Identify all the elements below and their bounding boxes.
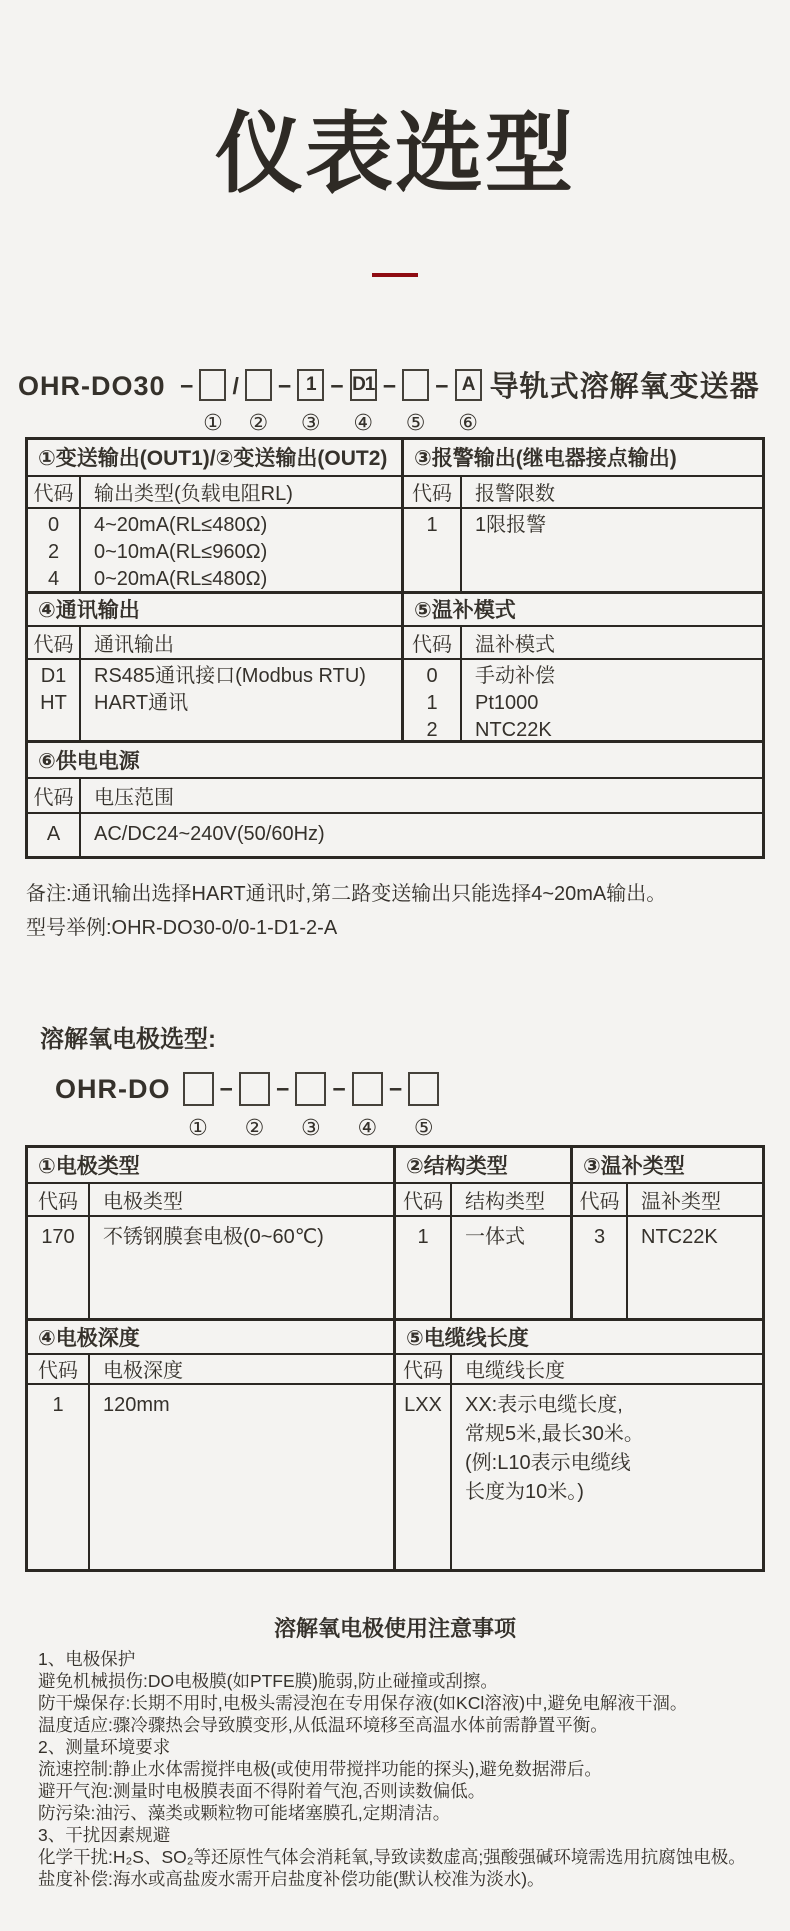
table-row (28, 1318, 762, 1353)
code-cell: A (28, 814, 81, 856)
model-example-text: 型号举例:OHR-DO30-0/0-1-D1-2-A (26, 916, 338, 939)
code-value: 0 (47, 513, 60, 536)
model-segment (239, 1072, 270, 1141)
code-cell (404, 660, 462, 740)
precaution-line: 盐度补偿:海水或高盐废水需开启盐度补偿功能(默认校准为淡水)。 (38, 1868, 545, 1889)
model-segment (408, 1072, 439, 1141)
value-line: 常规5米,最长30米。 (465, 1422, 644, 1445)
code-header-cell: 代码 (28, 1355, 90, 1383)
code-cell (28, 1385, 90, 1569)
model-code-box (199, 369, 226, 401)
precaution-line: 1、电极保护 (38, 1648, 136, 1669)
column-header-cell: 电压范围 (94, 786, 174, 809)
model-code-box (408, 1072, 439, 1106)
section-title-power: ⑥供电电源 (38, 749, 140, 773)
table-row (28, 740, 762, 777)
model-segment (402, 369, 429, 436)
code-value: 2 (47, 540, 60, 563)
value-cell: AC/DC24~240V(50/60Hz) (94, 823, 325, 846)
remark-block (26, 877, 790, 945)
transmitter-selection-table (25, 437, 765, 859)
code-header-cell: 代码 (396, 1355, 452, 1383)
section-title-alarm: ③报警输出(继电器接点输出) (414, 447, 677, 471)
column-header-cell: 结构类型 (465, 1190, 545, 1213)
model-code-box (295, 1072, 326, 1106)
section-title-comm: ④通讯输出 (38, 599, 140, 623)
table-row (28, 591, 762, 625)
model-index-label: ⑤ (413, 1114, 434, 1140)
transmitter-model-line (18, 369, 790, 436)
model-segment (245, 369, 272, 436)
code-cell (573, 1217, 628, 1318)
column-header-cell: 报警限数 (475, 483, 555, 506)
model-code-box (402, 369, 429, 401)
code-value: D1 (40, 664, 67, 687)
model-code-box (245, 369, 272, 401)
column-header-cell: 通讯输出 (94, 633, 174, 656)
model-segment (297, 369, 324, 436)
model-segment (199, 369, 226, 436)
code-header-cell: 代码 (28, 627, 81, 658)
value-line: XX:表示电缆长度, (465, 1393, 623, 1416)
precaution-line: 化学干扰:H₂S、SO₂等还原性气体会消耗氧,导致读数虚高;强酸强碱环境需选用抗腐蚀电极。 (38, 1846, 746, 1867)
code-value: 2 (426, 718, 438, 741)
section-title-depth: ④电极深度 (38, 1326, 140, 1350)
value-line: 长度为10米。) (465, 1480, 584, 1503)
column-header-cell: 输出类型(负载电阻RL) (94, 483, 293, 506)
precaution-line: 防干燥保存:长期不用时,电极头需浸泡在专用保存液(如KCl溶液)中,避免电解液干涸。 (38, 1692, 688, 1713)
model-segment (352, 1072, 383, 1141)
model-index-label: ① (203, 409, 223, 435)
section-title-tempcomp-type: ③温补类型 (583, 1154, 685, 1178)
code-value: LXX (404, 1393, 442, 1416)
code-cell (396, 1385, 452, 1569)
model-index-label: ③ (300, 409, 321, 435)
table-row (28, 1353, 762, 1383)
table-row (28, 507, 762, 591)
model-separator: − (435, 372, 449, 399)
precaution-line: 温度适应:骤冷骤热会导致膜变形,从低温环境移至高温水体前需静置平衡。 (38, 1714, 608, 1735)
value-line: 1限报警 (475, 513, 547, 536)
column-header-cell: 电极类型 (103, 1190, 183, 1213)
model-separator: − (332, 1075, 346, 1102)
electrode-selection-heading: 溶解氧电极选型: (40, 1025, 216, 1053)
column-header-cell: 温补类型 (641, 1190, 721, 1213)
value-line: RS485通讯接口(Modbus RTU) (94, 664, 366, 687)
table-row (28, 777, 762, 812)
table-row (28, 1148, 762, 1182)
value-line: 120mm (103, 1393, 170, 1416)
table-row (28, 812, 762, 856)
value-line: NTC22K (475, 718, 552, 741)
code-value: 3 (593, 1225, 606, 1248)
section-title-electrode-type: ①电极类型 (38, 1154, 140, 1178)
value-cell (452, 1385, 762, 1569)
code-value: HT (40, 691, 67, 714)
value-line: NTC22K (641, 1225, 718, 1248)
model-prefix: OHR-DO (55, 1073, 171, 1104)
section-title-cable-length: ⑤电缆线长度 (406, 1326, 529, 1350)
model-index-label: ④ (353, 409, 374, 435)
value-line: HART通讯 (94, 691, 189, 714)
value-cell (462, 660, 762, 740)
model-code-box: 1 (297, 369, 324, 401)
model-product-name: 导轨式溶解氧变送器 (489, 370, 760, 403)
code-header-cell: 代码 (28, 1184, 90, 1215)
precaution-line: 避开气泡:测量时电极膜表面不得附着气泡,否则读数偏低。 (38, 1780, 486, 1801)
precaution-line: 流速控制:静止水体需搅拌电极(或使用带搅拌功能的探头),避免数据滞后。 (38, 1758, 602, 1779)
model-index-label: ② (244, 1114, 265, 1140)
model-segment (183, 1072, 214, 1141)
column-header-cell: 温补模式 (475, 633, 555, 656)
model-code-box (239, 1072, 270, 1106)
code-value: 1 (52, 1393, 64, 1416)
precaution-line: 3、干扰因素规避 (38, 1824, 171, 1845)
code-value: 4 (47, 567, 60, 590)
precaution-line: 2、测量环境要求 (38, 1736, 171, 1757)
precautions-section (0, 1612, 790, 1890)
code-value: 1 (417, 1225, 429, 1248)
model-segment (295, 1072, 326, 1141)
model-code-box (352, 1072, 383, 1106)
table-row (28, 658, 762, 740)
table-row (28, 1383, 762, 1569)
table-row (28, 1215, 762, 1318)
model-separator: − (219, 1075, 233, 1102)
code-header-cell: 代码 (28, 779, 81, 812)
electrode-model-line (55, 1072, 790, 1141)
code-header-cell: 代码 (573, 1184, 628, 1215)
code-header-cell: 代码 (28, 477, 81, 507)
table-row (28, 625, 762, 658)
value-cell (462, 509, 762, 591)
code-header-cell: 代码 (404, 627, 462, 658)
model-index-label: ① (188, 1114, 208, 1140)
value-cell (81, 660, 401, 740)
precaution-line: 避免机械损伤:DO电极膜(如PTFE膜)脆弱,防止碰撞或刮擦。 (38, 1670, 498, 1691)
page-title: 仪表选型 (214, 104, 575, 203)
code-cell (28, 509, 81, 591)
code-value: 1 (426, 513, 438, 536)
code-cell (396, 1217, 452, 1318)
code-header-cell: 代码 (396, 1184, 452, 1215)
code-value: 170 (41, 1225, 75, 1248)
model-index-label: ⑥ (458, 409, 478, 435)
model-separator: − (277, 372, 292, 399)
value-line: 4~20mA(RL≤480Ω) (94, 513, 268, 536)
table-row (28, 475, 762, 507)
code-cell (28, 1217, 90, 1318)
model-code-box (183, 1072, 214, 1106)
model-segment (350, 369, 377, 436)
model-code-box: A (455, 369, 482, 401)
value-cell (90, 1217, 393, 1318)
model-separator: − (275, 1075, 290, 1102)
electrode-selection-table (25, 1145, 765, 1572)
model-separator: − (330, 372, 344, 399)
code-value: 1 (426, 691, 438, 714)
code-cell (404, 509, 462, 591)
model-separator: / (232, 372, 239, 399)
value-cell (90, 1385, 393, 1569)
code-value: 0 (426, 664, 438, 687)
section-title-output: ①变送输出(OUT1)/②变送输出(OUT2) (38, 447, 388, 471)
value-line: 0~10mA(RL≤960Ω) (94, 540, 268, 563)
model-separator: − (180, 372, 194, 399)
precaution-line: 防污染:油污、藻类或颗粒物可能堵塞膜孔,定期清洁。 (38, 1802, 451, 1823)
value-cell (628, 1217, 762, 1318)
value-cell (81, 509, 401, 591)
column-header-cell: 电缆线长度 (465, 1360, 565, 1383)
model-code-box: D1 (350, 369, 377, 401)
section-title-tempcomp: ⑤温补模式 (414, 599, 516, 623)
model-segment (455, 369, 482, 436)
model-separator: − (388, 1075, 403, 1102)
model-index-label: ③ (301, 1114, 321, 1140)
column-header-cell: 电极深度 (103, 1360, 183, 1383)
model-separator: − (382, 372, 397, 399)
value-line: 一体式 (465, 1225, 525, 1248)
model-index-label: ② (248, 409, 269, 435)
table-row (28, 440, 762, 475)
model-index-label: ⑤ (405, 409, 426, 435)
model-index-label: ④ (357, 1114, 378, 1140)
value-line: (例:L10表示电缆线 (465, 1451, 631, 1474)
remark-text: 备注:通讯输出选择HART通讯时,第二路变送输出只能选择4~20mA输出。 (26, 882, 667, 905)
value-line: 手动补偿 (475, 664, 555, 687)
precautions-heading: 溶解氧电极使用注意事项 (273, 1615, 516, 1641)
value-line: Pt1000 (475, 691, 539, 714)
code-cell (28, 660, 81, 740)
value-line: 0~20mA(RL≤480Ω) (94, 567, 268, 590)
section-title-structure: ②结构类型 (406, 1154, 508, 1178)
value-cell (452, 1217, 570, 1318)
code-header-cell: 代码 (404, 477, 462, 507)
accent-divider (372, 273, 418, 277)
table-row (28, 1182, 762, 1215)
model-prefix: OHR-DO30 (18, 370, 175, 401)
value-line: 不锈钢膜套电极(0~60℃) (103, 1225, 324, 1248)
